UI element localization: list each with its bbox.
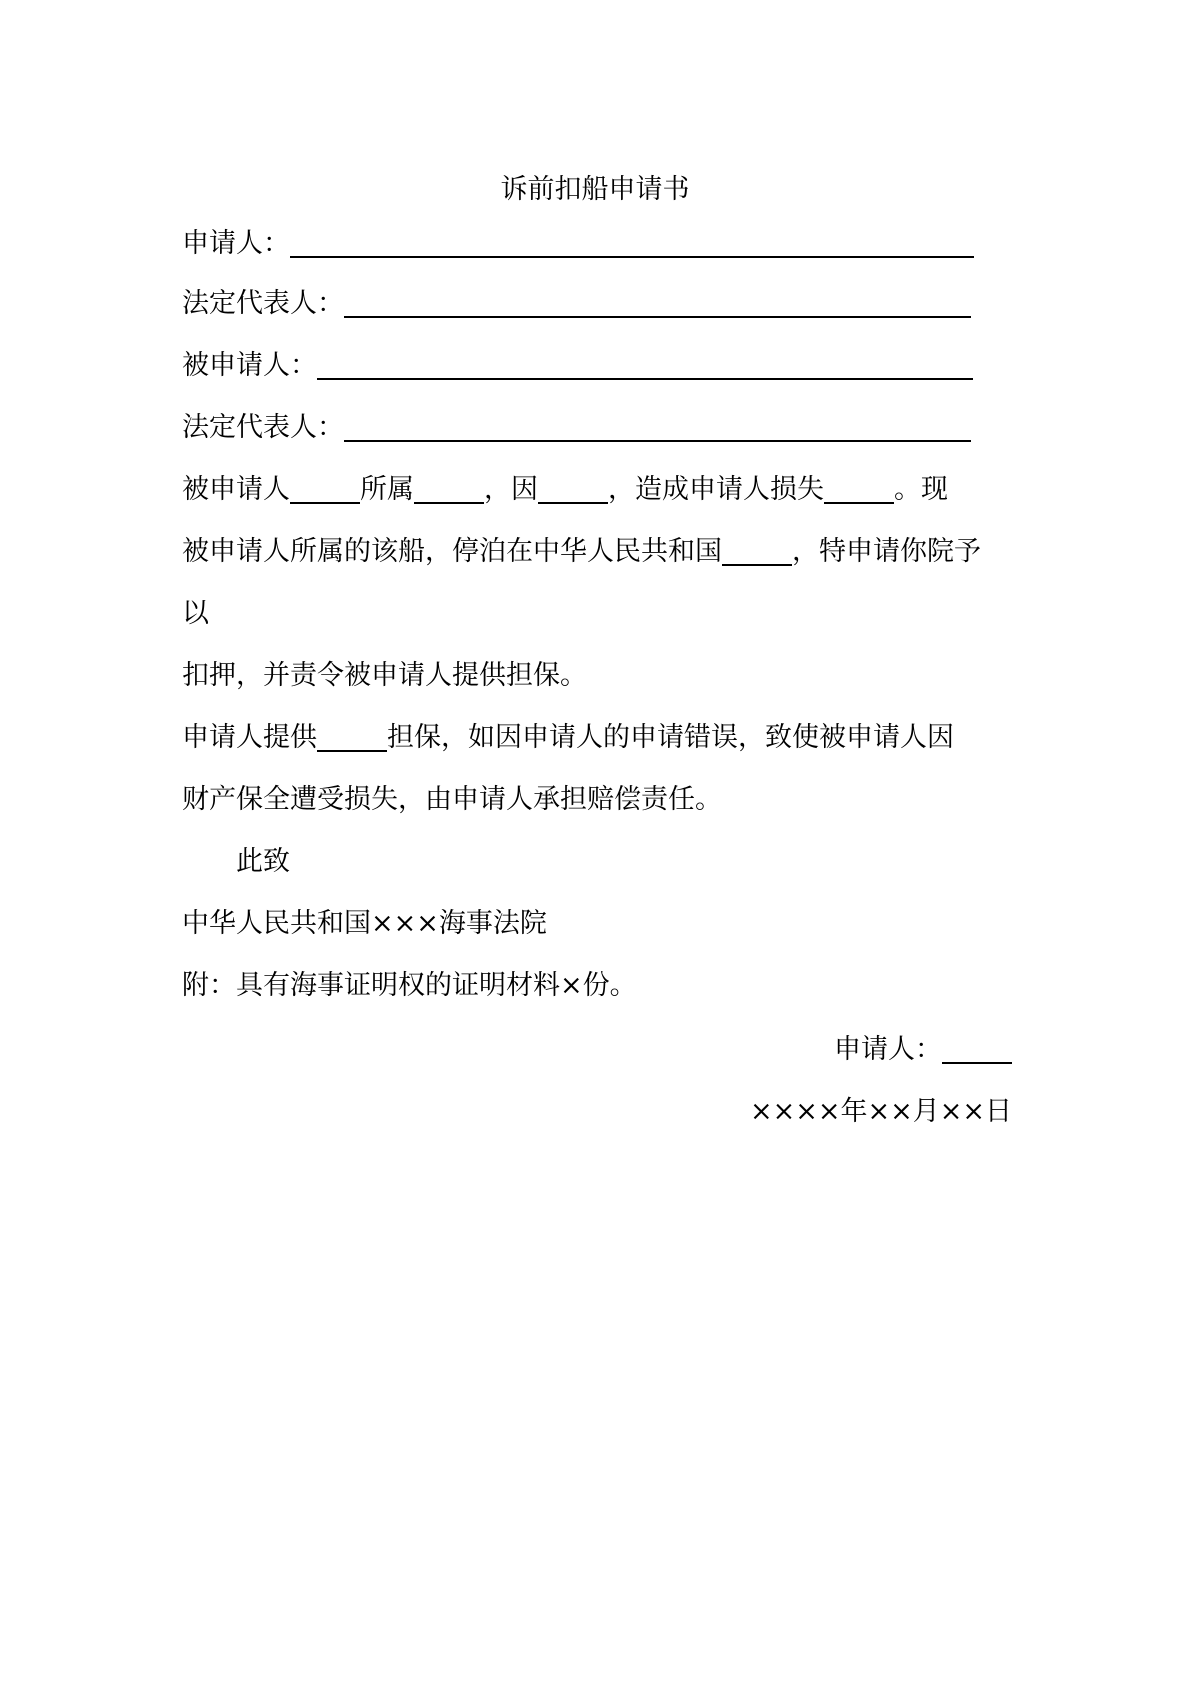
p1-text-e: 。现 [894, 474, 948, 505]
respondent-label: 被申请人： [182, 350, 317, 381]
signature-applicant-line [834, 1032, 1012, 1068]
signature-applicant-label: 申请人： [834, 1034, 942, 1065]
p2-text-b: ，特申请你院予 [792, 536, 981, 567]
legal-rep-1-line [182, 286, 971, 322]
p1-blank-2[interactable] [414, 472, 484, 504]
body-paragraph-4: 扣押，并责令被申请人提供担保。 [182, 660, 587, 691]
body-paragraph-3: 以 [182, 598, 209, 629]
legal-rep-2-line [182, 410, 971, 446]
salutation: 此致 [236, 846, 290, 877]
applicant-line [182, 226, 974, 262]
document-title: 诉前扣船申请书 [500, 174, 690, 205]
p5-text-a: 申请人提供 [182, 722, 317, 753]
body-paragraph-6: 财产保全遭受损失，由申请人承担赔偿责任。 [182, 784, 722, 815]
p1-blank-3[interactable] [538, 472, 608, 504]
signature-date: ××××年××月××日 [750, 1096, 1012, 1127]
p5-text-b: 担保，如因申请人的申请错误，致使被申请人因 [387, 722, 954, 753]
court-name: 中华人民共和国×××海事法院 [182, 908, 547, 939]
body-paragraph-2 [182, 534, 981, 570]
p1-text-c: ，因 [484, 474, 538, 505]
p1-text-a: 被申请人 [182, 474, 290, 505]
p2-blank-1[interactable] [722, 534, 792, 566]
p5-blank-1[interactable] [317, 720, 387, 752]
legal-rep-2-blank[interactable] [344, 410, 971, 442]
respondent-blank[interactable] [317, 348, 973, 380]
p2-text-a: 被申请人所属的该船，停泊在中华人民共和国 [182, 536, 722, 567]
p1-text-b: 所属 [360, 474, 414, 505]
signature-applicant-blank[interactable] [942, 1032, 1012, 1064]
body-paragraph-1 [182, 472, 948, 508]
legal-rep-1-blank[interactable] [344, 286, 971, 318]
applicant-blank[interactable] [290, 226, 974, 258]
p1-text-d: ，造成申请人损失 [608, 474, 824, 505]
legal-rep-1-label: 法定代表人： [182, 288, 344, 319]
applicant-label: 申请人： [182, 228, 290, 259]
attachment-note: 附：具有海事证明权的证明材料×份。 [182, 970, 637, 1001]
legal-rep-2-label: 法定代表人： [182, 412, 344, 443]
respondent-line [182, 348, 973, 384]
p1-blank-1[interactable] [290, 472, 360, 504]
body-paragraph-5 [182, 720, 954, 756]
p1-blank-4[interactable] [824, 472, 894, 504]
